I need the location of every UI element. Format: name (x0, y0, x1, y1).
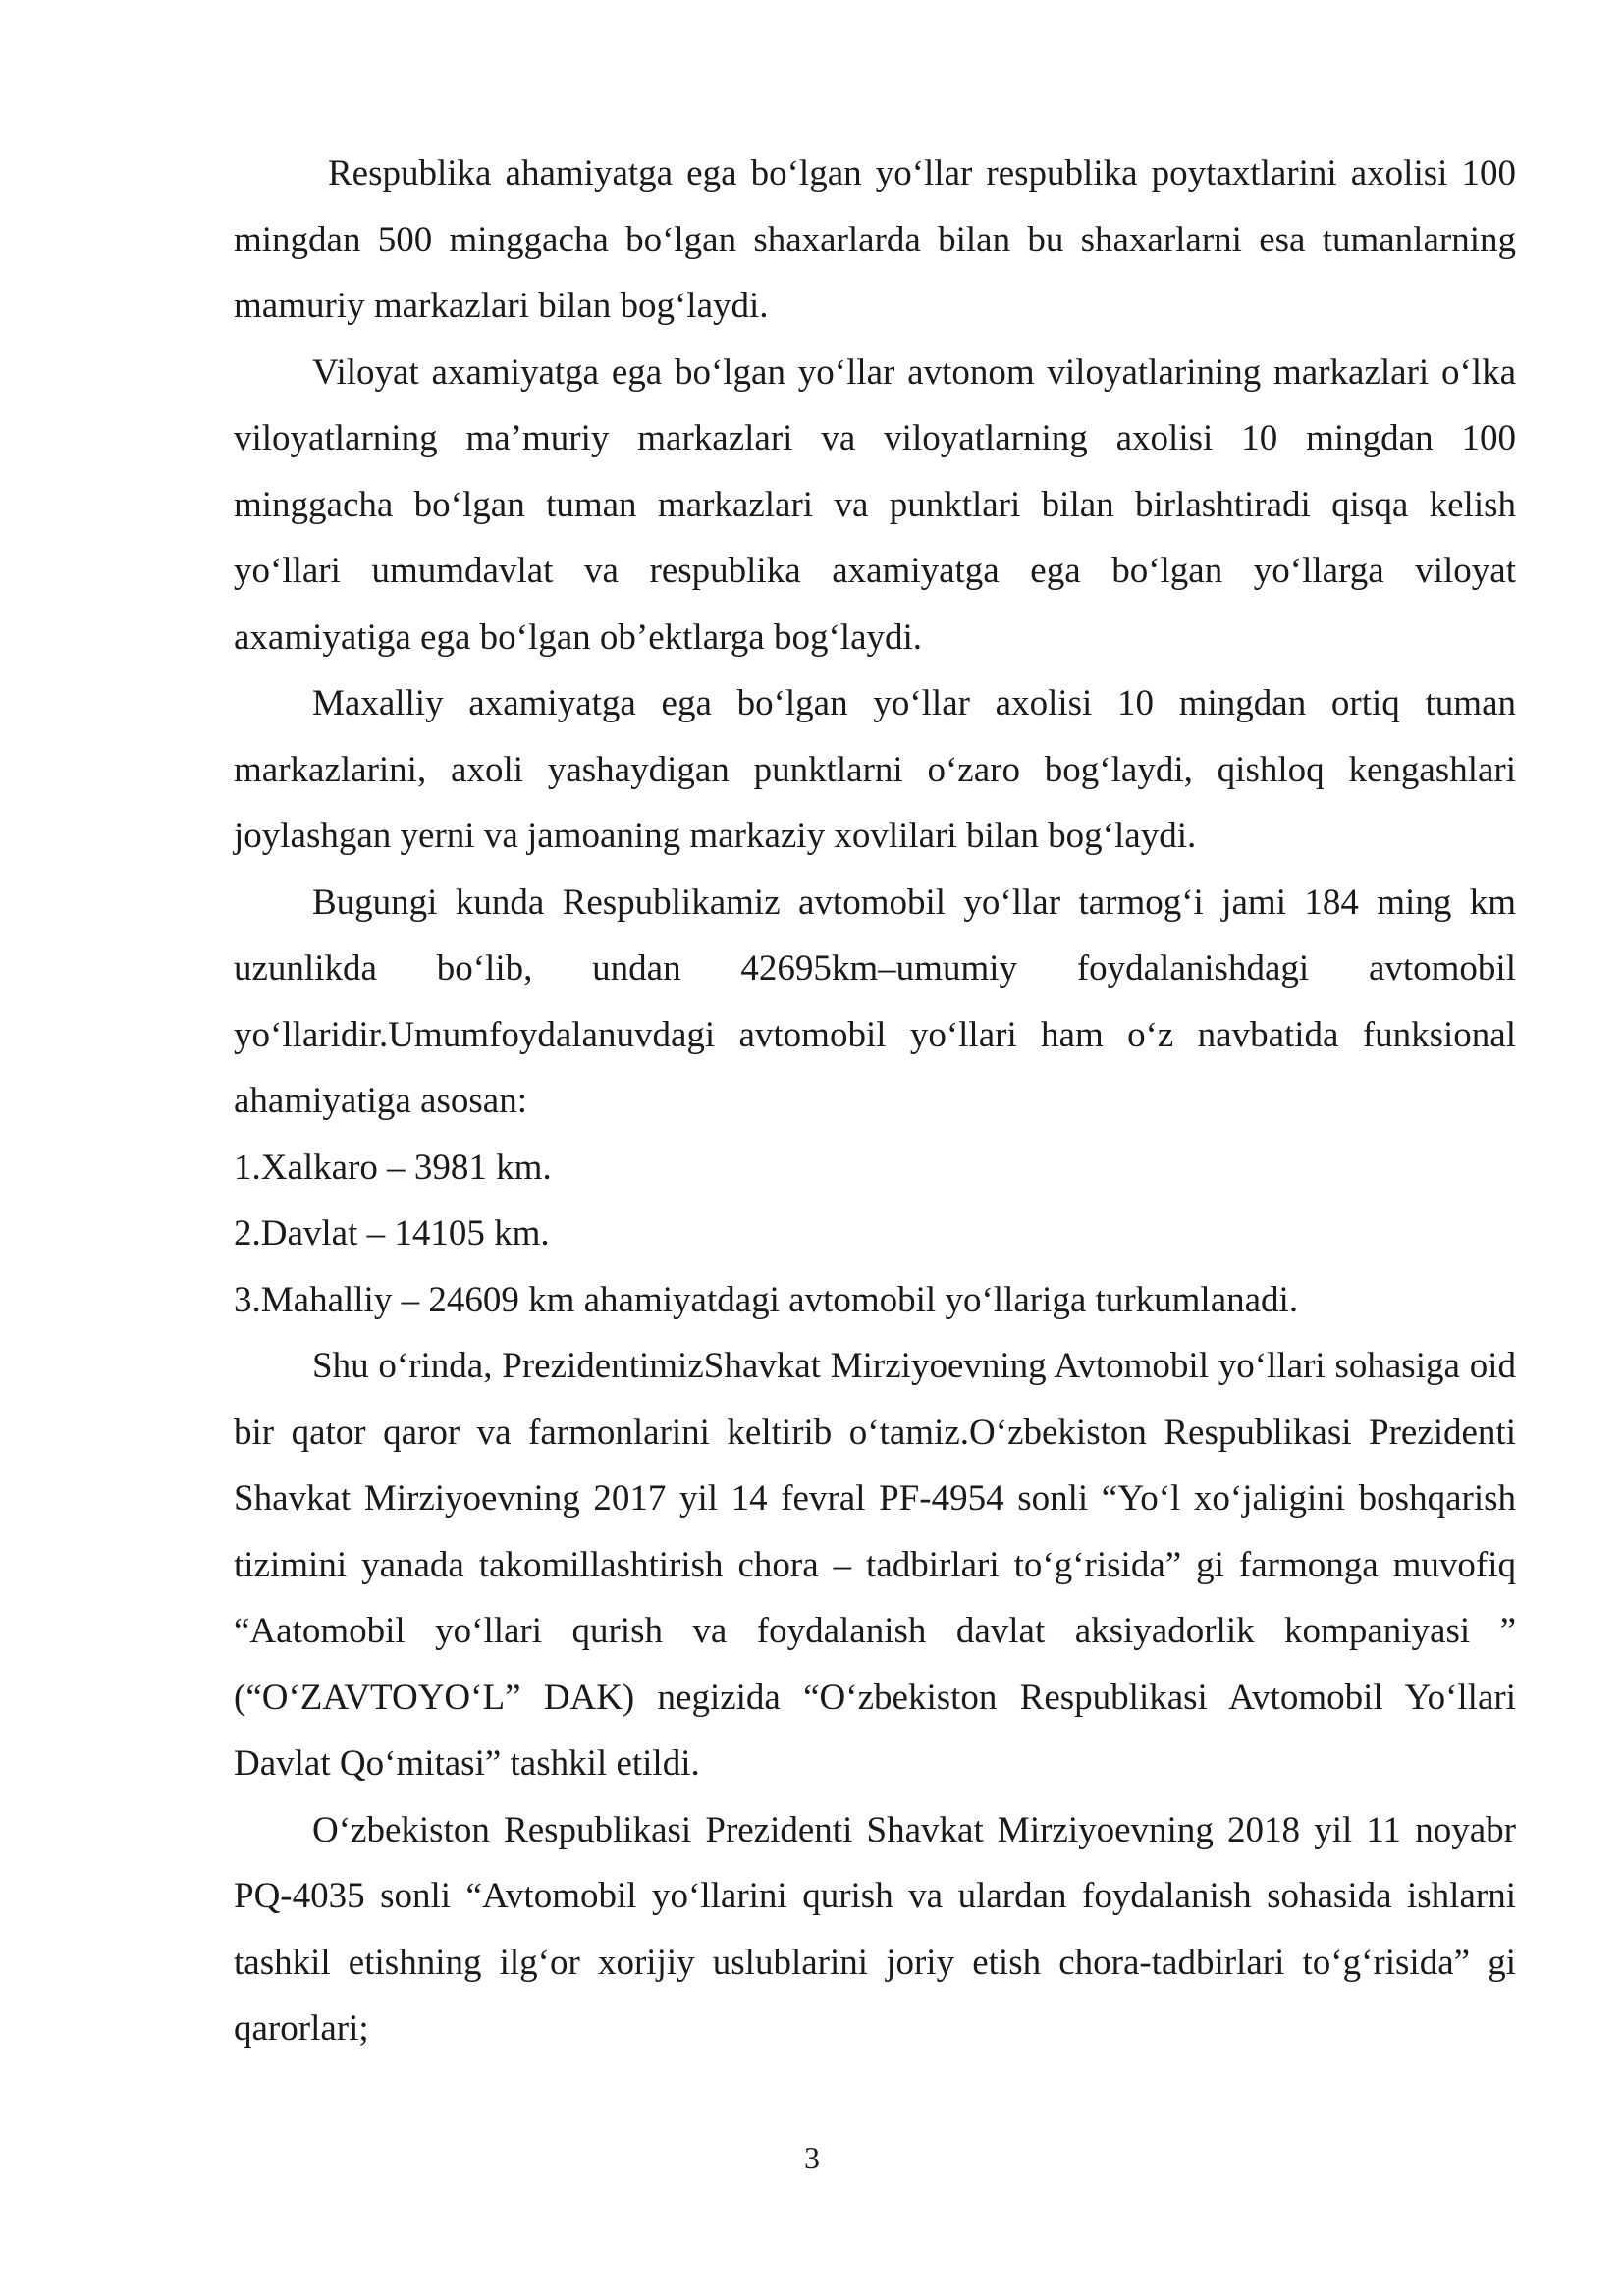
list-item-state: 2.Davlat – 14105 km. (234, 1213, 550, 1254)
paragraph-decrees: Shu o‘rinda, PrezidentimizShavkat Mirziyoevning Avtomobil yo‘llari sohasiga oid bir qator qaror va farmonlarini keltirib o‘tamiz.O‘zbekiston Respublikasi Prezidenti Shavkat Mirziyoevning 2017 yil 14 fevral PF-4954 sonli “Yo‘l xo‘jaligini boshqarish tizimini yanada takomillashtirish chora – tadbirlari to‘g‘risida” gi farmonga muvofiq “Aatomobil yo‘llari qurish va foydalanish davlat aksiyadorlik kompaniyasi ” (“O‘ZAVTOYO‘L” DAK) negizida “O‘zbekiston Respublikasi Avtomobil Yo‘llari Davlat Qo‘mitasi” tashkil etildi. (234, 1346, 1516, 1784)
page-number: 3 (804, 2140, 820, 2175)
paragraph-regional-roads: Viloyat axamiyatga ega bo‘lgan yo‘llar avtonom viloyatlarining markazlari o‘lka viloyatlarning ma’muriy markazlari va viloyatlarning axolisi 10 mingdan 100 minggacha bo‘lgan tuman markazlari va punktlari bilan birlashtiradi qisqa kelish yo‘llari umumdavlat va respublika axamiyatga ega bo‘lgan yo‘llarga viloyat axamiyatiga ega bo‘lgan ob’ektlarga bog‘laydi. (234, 351, 1516, 658)
page-body (234, 140, 1516, 2062)
paragraph-republic-roads: Respublika ahamiyatga ega bo‘lgan yo‘llar respublika poytaxtlarini axolisi 100 mingdan 500 minggacha bo‘lgan shaxarlarda bilan bu shaxarlarni esa tumanlarning mamuriy markazlari bilan bog‘laydi. (234, 153, 1516, 326)
list-item-international: 1.Xalkaro – 3981 km. (234, 1147, 552, 1188)
paragraph-local-roads: Maxalliy axamiyatga ega bo‘lgan yo‘llar axolisi 10 mingdan ortiq tuman markazlarini, axoli yashaydigan punktlarni o‘zaro bog‘laydi, qishloq kengashlari joylashgan yerni va jamoaning markaziy xovlilari bilan bog‘laydi. (234, 683, 1516, 856)
list-item-local: 3.Mahalliy – 24609 km ahamiyatdagi avtomobil yo‘llariga turkumlanadi. (234, 1279, 1299, 1320)
paragraph-road-network: Bugungi kunda Respublikamiz avtomobil yo‘llar tarmog‘i jami 184 ming km uzunlikda bo‘lib, undan 42695km–umumiy foydalanishdagi avtomobil yo‘llaridir.Umumfoydalanuvdagi avtomobil yo‘llari ham o‘z navbatida funksional ahamiyatiga asosan: (234, 881, 1516, 1121)
paragraph-resolution: O‘zbekiston Respublikasi Prezidenti Shavkat Mirziyoevning 2018 yil 11 noyabr PQ-4035 sonli “Avtomobil yo‘llarini qurish va ulardan foydalanish sohasida ishlarni tashkil etishning ilg‘or xorijiy uslublarini joriy etish chora-tadbirlari to‘g‘risida” gi qarorlari; (234, 1809, 1516, 2049)
